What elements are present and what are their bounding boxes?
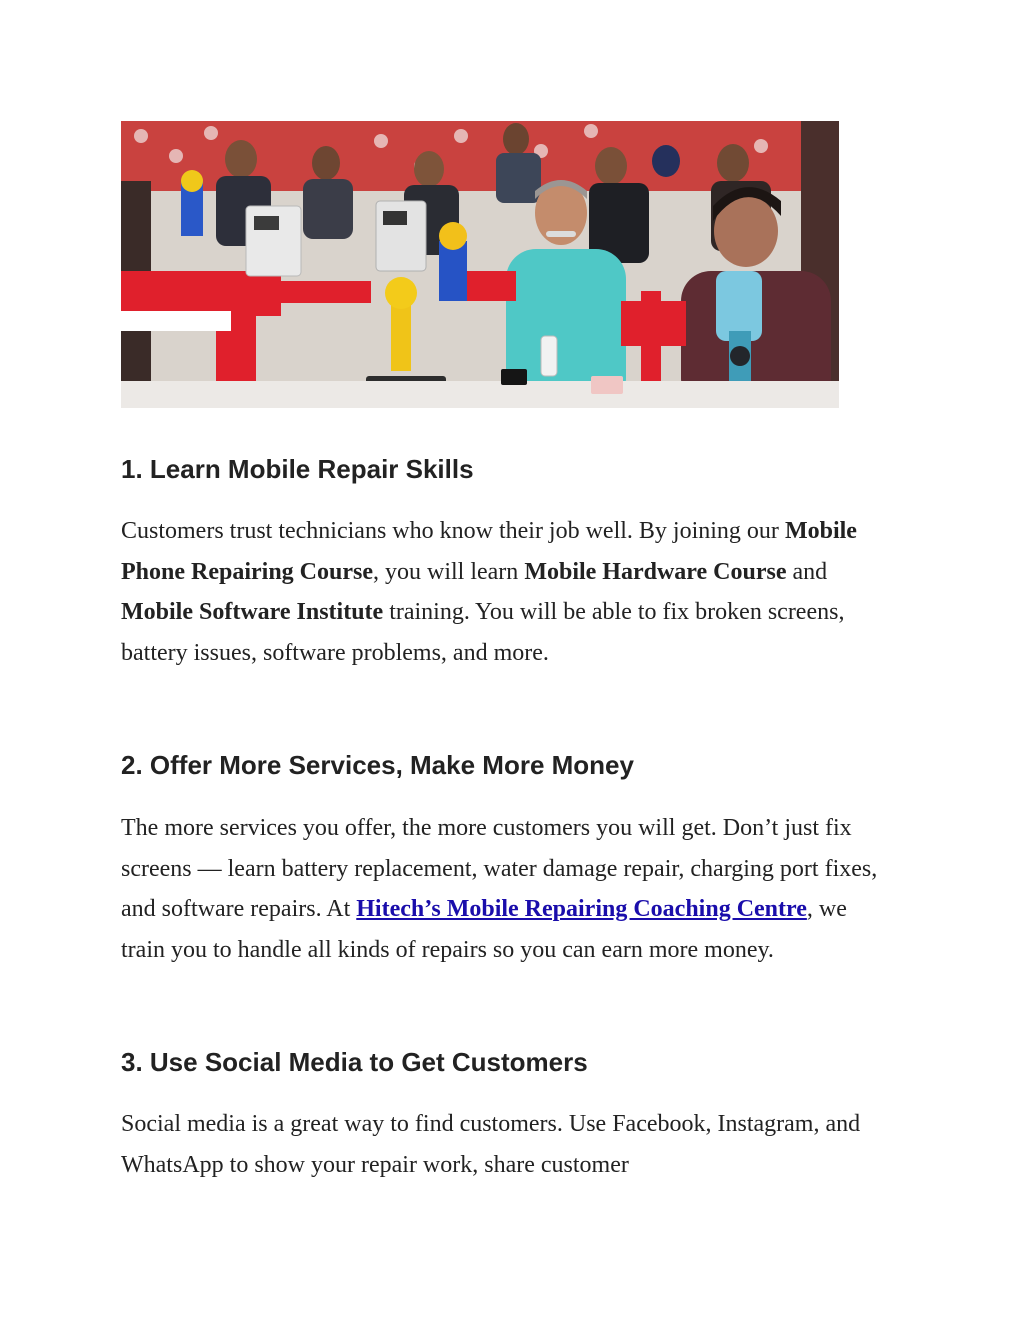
- coaching-centre-link[interactable]: Hitech’s Mobile Repairing Coaching Centre: [356, 896, 807, 922]
- section-paragraph-1: [121, 511, 891, 673]
- bold-course-name: Mobile Software Institute: [121, 599, 384, 625]
- bold-course-name: Mobile Phone Repairing Course: [121, 518, 857, 585]
- section-heading-3: 3. Use Social Media to Get Customers: [121, 1047, 588, 1077]
- bold-course-name: Mobile Hardware Course: [524, 558, 787, 585]
- paragraph-text: training. You will be able to fix broken screens, battery issues, software problems, and more.: [121, 599, 845, 666]
- section-heading-2: 2. Offer More Services, Make More Money: [121, 750, 634, 780]
- section-paragraph-3: [121, 1104, 891, 1185]
- paragraph-text: The more services you offer, the more customers you will get. Don’t just fix screens — learn battery replacement, water damage repair, charging port fixes, and software repairs. At: [121, 815, 878, 922]
- section-heading-1: 1. Learn Mobile Repair Skills: [121, 454, 474, 484]
- section-paragraph-2: [121, 808, 891, 970]
- paragraph-text: and: [786, 558, 828, 585]
- classroom-photo: [121, 121, 839, 408]
- paragraph-text: Social media is a great way to find customers. Use Facebook, Instagram, and WhatsApp to show your repair work, share customer: [121, 1111, 861, 1178]
- paragraph-text: , we train you to handle all kinds of repairs so you can earn more money.: [121, 896, 847, 963]
- paragraph-text: , you will learn: [373, 558, 525, 585]
- paragraph-text: Customers trust technicians who know their job well. By joining our: [121, 518, 785, 544]
